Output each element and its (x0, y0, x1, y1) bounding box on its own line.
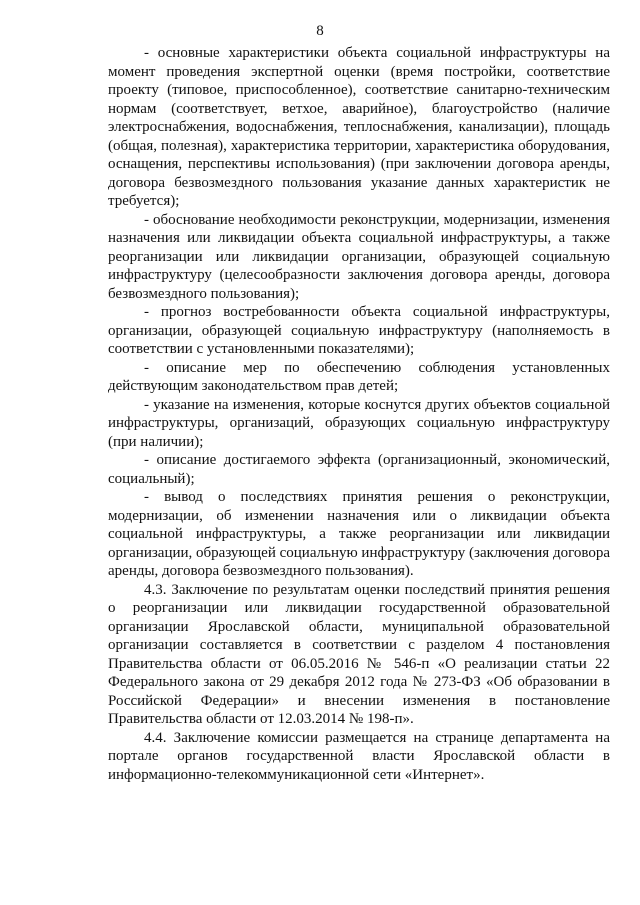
page-number: 8 (316, 23, 324, 39)
paragraph-conclusion: - вывод о последствиях принятия решения о реконструкции, модернизации, об изменении назначения или о ликвидации объекта социальной инфраструктуры, а также реорганизации или ликвидации организации, образующей социальную инфраструктуру (заключения договора аренды, договора безвозмездного пользования). (108, 489, 611, 579)
paragraph-justification: - обоснование необходимости реконструкции, модернизации, изменения назначения или ликвидации объекта социальной инфраструктуры, а также реорганизации или ликвидации организации, образующей социальную инфраструктуру (целесообразности заключения договора аренды, договора безвозмездного пользования); (108, 211, 610, 302)
paragraph-affected-objects: - указание на изменения, которые коснутся других объектов социальной инфраструктуры, организаций, образующих социальную инфраструктуру (при наличии); (108, 396, 610, 450)
document-body (108, 44, 610, 784)
paragraph-infrastructure-characteristics: - основные характеристики объекта социальной инфраструктуры на момент проведения экспертной оценки (время постройки, соответствие проекту (типовое, приспособленное), соответствие санитарно-техническим нормам (соответствует, ветхое, аварийное), благоустройство (наличие электроснабжения, водоснабжения, теплоснабжения, канализации), площадь (общая, полезная), характеристика территории, характеристика оборудования, оснащения, перспективы использования) (при заключении договора аренды, договора безвозмездного пользования указание данных характеристик не требуется); (108, 45, 610, 209)
paragraph-demand-forecast: - прогноз востребованности объекта социальной инфраструктуры, организации, образующей социальную инфраструктуру (наполняемость в соответствии с установленными показателями); (108, 304, 610, 357)
paragraph-effect-description: - описание достигаемого эффекта (организационный, экономический, социальный); (108, 452, 610, 487)
paragraph-section-4-3: 4.3. Заключение по результатам оценки последствий принятия решения о реорганизации или ликвидации государственной образовательной организации Ярославской области, муниципальной образовательной организации составляется в соответствии с разделом 4 постановления Правительства области от 06.05.2016 № 546-п «О реализации статьи 22 Федерального закона от 29 декабря 2012 года № 273-ФЗ «Об образовании в Российской Федерации» и внесении изменения в постановление Правительства области от 12.03.2014 № 198-п». (108, 581, 610, 727)
paragraph-section-4-4: 4.4. Заключение комиссии размещается на странице департамента на портале органов государственной власти Ярославской области в информационно-телекоммуникационной сети «Интернет». (108, 729, 610, 783)
paragraph-children-rights: - описание мер по обеспечению соблюдения установленных действующим законодательством прав детей; (108, 359, 610, 394)
